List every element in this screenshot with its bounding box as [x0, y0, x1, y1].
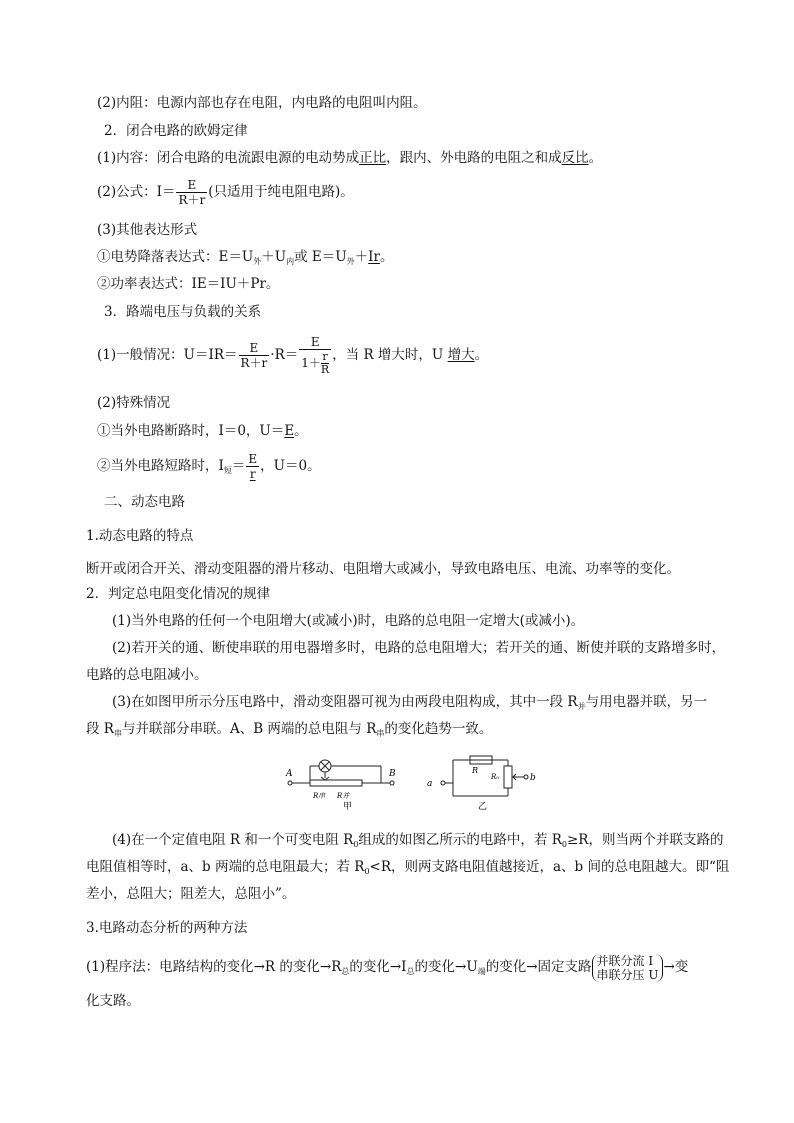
text-line: 差小，总阻大；阻差大，总阻小”。	[86, 886, 296, 902]
circuit-diagram-jia	[285, 752, 415, 812]
text-line: 电路的总电阻减小。	[86, 667, 208, 683]
text-line: (3)在如图甲所示分压电路中，滑动变阻器可视为由两段电阻构成，其中一段 $R_并$与用电器并联，另一	[112, 694, 708, 711]
text-line: (4)在一个定值电阻 R 和一个可变电阻 $R_0$组成的如图乙所示的电路中，若 $R_0\ge R$，则当两个并联支路的	[112, 832, 724, 849]
circuit-diagram-yi	[420, 752, 550, 812]
text-line: (1)程序法：电路结构的变化→R 的变化$\to R_总$的变化$\to I_总$的变化$\to U_端$的变化→固定支路 并联分流 I 串联分压 U →变	[86, 953, 689, 982]
text-line: (2)若开关的通、断使串联的用电器增多时，电路的总电阻增大；若开关的通、断使并联的支路增多时，	[112, 640, 726, 656]
brace-group: 并联分流 I 串联分压 U	[592, 954, 664, 982]
section-heading: 3.电路动态分析的两种方法	[86, 920, 248, 936]
formula-line: (1)一般情况：U＝IR＝ $\frac{E}{R+r}$ ·R＝ E 1＋ $\frac{r}{R}$ ，当 R 增大时，U 增大。	[97, 335, 489, 376]
fraction: E 1＋ $\frac{r}{R}$	[301, 335, 330, 376]
formula-line: (2)公式：I＝ $\frac{E}{R+r}$ (只适用于纯电阻电路)。	[97, 178, 354, 207]
figure-caption: 乙	[478, 802, 488, 812]
text-line: 化支路。	[86, 993, 140, 1009]
figure-caption: 甲	[343, 802, 353, 812]
fraction: $\frac{E}{R+r}$	[178, 178, 206, 207]
section-heading: 3．路端电压与负载的关系	[104, 304, 262, 320]
text-line: 电阻值相等时，a、b 两端的总电阻最大；若 $R_0<R$，则两支路电阻值越接近，a、b 间的总电阻越大。即“阻	[86, 859, 730, 876]
formula-line: ①电势降落表达式：$E=U_外+U_内$或 $E=U_外+Ir$。	[97, 249, 394, 266]
label-r0: R₀	[491, 773, 500, 781]
label-r-bing: R并	[337, 792, 350, 800]
label-b: b	[530, 773, 536, 783]
label-r-chuan: R串	[313, 792, 326, 800]
text-line: ①当外电路断路时，I＝0，U＝E。	[97, 423, 308, 439]
text-line: (2)内阻：电源内部也存在电阻，内电路的电阻叫内阻。	[97, 95, 427, 111]
label-r: R	[472, 766, 479, 775]
text-line: (1)当外电路的任何一个电阻增大(或减小)时，电路的总电阻一定增大(或减小)。	[112, 613, 585, 629]
section-heading: 1.动态电路的特点	[86, 528, 194, 544]
formula-line: ②功率表达式：IE＝IU＋Pr。	[97, 276, 280, 292]
label-a: a	[427, 779, 433, 789]
formula-line: ②当外电路短路时，$I_短=$ $\frac{E}{r}$ ，U＝0。	[97, 452, 321, 481]
text-line: (3)其他表达形式	[97, 222, 198, 238]
text-line: (1)内容：闭合电路的电流跟电源的电动势成正比，跟内、外电路的电阻之和成反比。	[97, 150, 603, 166]
text-line: 段 $R_串$与并联部分串联。A、B 两端的总电阻与 $R_串$的变化趋势一致。	[86, 721, 493, 738]
section-heading: 二、动态电路	[104, 494, 185, 510]
text-line: 断开或闭合开关、滑动变阻器的滑片移动、电阻增大或减小，导致电路电压、电流、功率等的变化。	[86, 561, 680, 577]
label-a: A	[286, 769, 293, 779]
section-heading: 2．闭合电路的欧姆定律	[104, 123, 248, 139]
section-heading: 2．判定总电阻变化情况的规律	[86, 586, 271, 602]
fraction: $\frac{E}{R+r}$	[240, 341, 268, 370]
fraction: $\frac{E}{r}$	[248, 452, 258, 481]
text-line: (2)特殊情况	[97, 395, 171, 411]
label-b: B	[389, 769, 396, 779]
